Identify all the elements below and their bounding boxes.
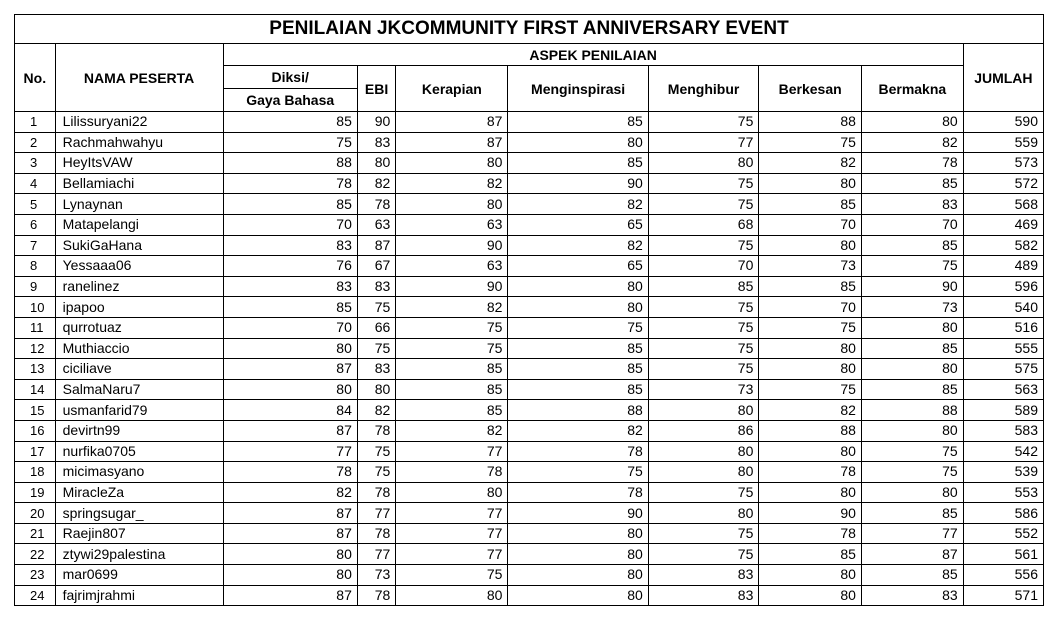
- participant-name: springsugar_: [55, 503, 223, 524]
- participant-name: SukiGaHana: [55, 235, 223, 256]
- score-berkesan: 80: [759, 359, 862, 380]
- table-row: [15, 482, 1044, 503]
- score-jumlah: 559: [963, 132, 1043, 153]
- row-no: 19: [15, 482, 56, 503]
- table-row: [15, 276, 1044, 297]
- score-menghibur: 83: [648, 565, 759, 586]
- score-bermakna: 85: [861, 338, 963, 359]
- score-jumlah: 573: [963, 153, 1043, 174]
- score-jumlah: 539: [963, 462, 1043, 483]
- score-menghibur: 75: [648, 544, 759, 565]
- score-bermakna: 80: [861, 420, 963, 441]
- participant-name: nurfika0705: [55, 441, 223, 462]
- participant-name: ipapoo: [55, 297, 223, 318]
- score-menghibur: 75: [648, 338, 759, 359]
- score-jumlah: 568: [963, 194, 1043, 215]
- score-bermakna: 75: [861, 462, 963, 483]
- header-menghibur: Menghibur: [648, 66, 759, 112]
- table-row: [15, 338, 1044, 359]
- score-diksi: 80: [223, 565, 357, 586]
- score-diksi: 83: [223, 235, 357, 256]
- participant-name: MiracleZa: [55, 482, 223, 503]
- table-row: [15, 523, 1044, 544]
- score-kerapian: 80: [396, 482, 508, 503]
- score-bermakna: 83: [861, 194, 963, 215]
- row-no: 7: [15, 235, 56, 256]
- score-jumlah: 561: [963, 544, 1043, 565]
- score-kerapian: 77: [396, 523, 508, 544]
- score-table: [14, 14, 1044, 606]
- score-kerapian: 87: [396, 132, 508, 153]
- score-ebi: 63: [357, 214, 395, 235]
- score-menghibur: 80: [648, 441, 759, 462]
- score-bermakna: 85: [861, 173, 963, 194]
- participant-name: usmanfarid79: [55, 400, 223, 421]
- score-ebi: 78: [357, 420, 395, 441]
- table-row: [15, 462, 1044, 483]
- score-bermakna: 80: [861, 359, 963, 380]
- score-bermakna: 80: [861, 112, 963, 133]
- header-jumlah: JUMLAH: [963, 44, 1043, 112]
- score-menghibur: 75: [648, 194, 759, 215]
- score-jumlah: 552: [963, 523, 1043, 544]
- row-no: 16: [15, 420, 56, 441]
- participant-name: fajrimjrahmi: [55, 585, 223, 606]
- score-jumlah: 572: [963, 173, 1043, 194]
- score-jumlah: 556: [963, 565, 1043, 586]
- score-menginspirasi: 88: [508, 400, 648, 421]
- score-kerapian: 77: [396, 544, 508, 565]
- score-ebi: 75: [357, 441, 395, 462]
- score-berkesan: 70: [759, 214, 862, 235]
- score-bermakna: 85: [861, 235, 963, 256]
- score-bermakna: 70: [861, 214, 963, 235]
- score-jumlah: 596: [963, 276, 1043, 297]
- score-menghibur: 75: [648, 523, 759, 544]
- score-bermakna: 85: [861, 565, 963, 586]
- score-diksi: 75: [223, 132, 357, 153]
- participant-name: Raejin807: [55, 523, 223, 544]
- score-ebi: 83: [357, 359, 395, 380]
- score-jumlah: 555: [963, 338, 1043, 359]
- score-menghibur: 75: [648, 235, 759, 256]
- score-diksi: 88: [223, 153, 357, 174]
- score-kerapian: 80: [396, 153, 508, 174]
- score-menginspirasi: 80: [508, 523, 648, 544]
- score-menginspirasi: 80: [508, 132, 648, 153]
- score-diksi: 83: [223, 276, 357, 297]
- score-bermakna: 77: [861, 523, 963, 544]
- table-title: PENILAIAN JKCOMMUNITY FIRST ANNIVERSARY EVENT: [15, 15, 1044, 44]
- score-kerapian: 80: [396, 585, 508, 606]
- score-diksi: 82: [223, 482, 357, 503]
- table-row: [15, 132, 1044, 153]
- score-menginspirasi: 65: [508, 256, 648, 277]
- score-bermakna: 90: [861, 276, 963, 297]
- participant-name: ranelinez: [55, 276, 223, 297]
- score-bermakna: 88: [861, 400, 963, 421]
- participant-name: ciciliave: [55, 359, 223, 380]
- score-kerapian: 63: [396, 256, 508, 277]
- table-row: [15, 585, 1044, 606]
- score-diksi: 85: [223, 112, 357, 133]
- table-row: [15, 317, 1044, 338]
- score-diksi: 87: [223, 585, 357, 606]
- table-row: [15, 359, 1044, 380]
- score-berkesan: 75: [759, 132, 862, 153]
- score-ebi: 75: [357, 338, 395, 359]
- score-menghibur: 75: [648, 482, 759, 503]
- participant-name: Muthiaccio: [55, 338, 223, 359]
- score-kerapian: 80: [396, 194, 508, 215]
- score-ebi: 73: [357, 565, 395, 586]
- score-menginspirasi: 82: [508, 194, 648, 215]
- header-no: No.: [15, 44, 56, 112]
- score-ebi: 77: [357, 544, 395, 565]
- header-ebi: EBI: [357, 66, 395, 112]
- score-menghibur: 68: [648, 214, 759, 235]
- score-ebi: 75: [357, 462, 395, 483]
- table-row: [15, 544, 1044, 565]
- score-kerapian: 85: [396, 400, 508, 421]
- score-berkesan: 85: [759, 276, 862, 297]
- score-menginspirasi: 82: [508, 420, 648, 441]
- score-menghibur: 86: [648, 420, 759, 441]
- score-jumlah: 589: [963, 400, 1043, 421]
- score-ebi: 87: [357, 235, 395, 256]
- score-kerapian: 75: [396, 565, 508, 586]
- table-row: [15, 112, 1044, 133]
- score-ebi: 83: [357, 276, 395, 297]
- score-menghibur: 73: [648, 379, 759, 400]
- score-ebi: 77: [357, 503, 395, 524]
- score-menghibur: 83: [648, 585, 759, 606]
- score-jumlah: 571: [963, 585, 1043, 606]
- score-berkesan: 75: [759, 317, 862, 338]
- table-row: [15, 173, 1044, 194]
- score-berkesan: 82: [759, 153, 862, 174]
- score-jumlah: 489: [963, 256, 1043, 277]
- score-diksi: 78: [223, 462, 357, 483]
- score-bermakna: 87: [861, 544, 963, 565]
- score-menginspirasi: 82: [508, 235, 648, 256]
- score-ebi: 82: [357, 173, 395, 194]
- score-ebi: 90: [357, 112, 395, 133]
- score-berkesan: 80: [759, 565, 862, 586]
- score-jumlah: 590: [963, 112, 1043, 133]
- score-bermakna: 73: [861, 297, 963, 318]
- score-menginspirasi: 85: [508, 153, 648, 174]
- score-kerapian: 78: [396, 462, 508, 483]
- score-ebi: 78: [357, 585, 395, 606]
- row-no: 12: [15, 338, 56, 359]
- score-menginspirasi: 80: [508, 565, 648, 586]
- participant-name: micimasyano: [55, 462, 223, 483]
- score-diksi: 70: [223, 317, 357, 338]
- score-bermakna: 85: [861, 379, 963, 400]
- score-kerapian: 90: [396, 235, 508, 256]
- score-jumlah: 582: [963, 235, 1043, 256]
- score-bermakna: 80: [861, 317, 963, 338]
- score-berkesan: 80: [759, 173, 862, 194]
- row-no: 5: [15, 194, 56, 215]
- score-menghibur: 85: [648, 276, 759, 297]
- score-diksi: 87: [223, 503, 357, 524]
- score-diksi: 85: [223, 297, 357, 318]
- score-berkesan: 88: [759, 112, 862, 133]
- score-kerapian: 82: [396, 420, 508, 441]
- score-kerapian: 77: [396, 441, 508, 462]
- score-menghibur: 80: [648, 153, 759, 174]
- score-diksi: 80: [223, 379, 357, 400]
- score-jumlah: 586: [963, 503, 1043, 524]
- table-row: [15, 400, 1044, 421]
- row-no: 4: [15, 173, 56, 194]
- score-menghibur: 80: [648, 503, 759, 524]
- score-kerapian: 90: [396, 276, 508, 297]
- row-no: 24: [15, 585, 56, 606]
- score-berkesan: 80: [759, 482, 862, 503]
- table-row: [15, 441, 1044, 462]
- table-row: [15, 379, 1044, 400]
- header-menginspirasi: Menginspirasi: [508, 66, 648, 112]
- score-kerapian: 85: [396, 359, 508, 380]
- score-diksi: 80: [223, 338, 357, 359]
- score-menghibur: 75: [648, 317, 759, 338]
- score-menginspirasi: 85: [508, 379, 648, 400]
- row-no: 2: [15, 132, 56, 153]
- score-berkesan: 88: [759, 420, 862, 441]
- row-no: 23: [15, 565, 56, 586]
- score-menginspirasi: 78: [508, 482, 648, 503]
- score-diksi: 76: [223, 256, 357, 277]
- score-berkesan: 78: [759, 523, 862, 544]
- row-no: 18: [15, 462, 56, 483]
- score-bermakna: 80: [861, 482, 963, 503]
- participant-name: Lynaynan: [55, 194, 223, 215]
- row-no: 9: [15, 276, 56, 297]
- row-no: 6: [15, 214, 56, 235]
- table-row: [15, 214, 1044, 235]
- participant-name: Rachmahwahyu: [55, 132, 223, 153]
- header-bermakna: Bermakna: [861, 66, 963, 112]
- score-berkesan: 90: [759, 503, 862, 524]
- score-menghibur: 70: [648, 256, 759, 277]
- score-bermakna: 75: [861, 256, 963, 277]
- row-no: 20: [15, 503, 56, 524]
- row-no: 17: [15, 441, 56, 462]
- score-menginspirasi: 85: [508, 338, 648, 359]
- participant-name: ztywi29palestina: [55, 544, 223, 565]
- participant-name: HeyItsVAW: [55, 153, 223, 174]
- score-diksi: 87: [223, 359, 357, 380]
- score-berkesan: 80: [759, 441, 862, 462]
- score-jumlah: 542: [963, 441, 1043, 462]
- table-body: [15, 112, 1044, 606]
- score-kerapian: 63: [396, 214, 508, 235]
- score-kerapian: 85: [396, 379, 508, 400]
- score-menginspirasi: 75: [508, 317, 648, 338]
- score-menginspirasi: 85: [508, 359, 648, 380]
- score-menginspirasi: 90: [508, 173, 648, 194]
- table-row: [15, 194, 1044, 215]
- participant-name: qurrotuaz: [55, 317, 223, 338]
- score-ebi: 80: [357, 153, 395, 174]
- score-diksi: 78: [223, 173, 357, 194]
- score-bermakna: 83: [861, 585, 963, 606]
- score-berkesan: 78: [759, 462, 862, 483]
- score-menginspirasi: 78: [508, 441, 648, 462]
- score-menginspirasi: 65: [508, 214, 648, 235]
- score-kerapian: 82: [396, 173, 508, 194]
- score-menginspirasi: 80: [508, 276, 648, 297]
- score-jumlah: 553: [963, 482, 1043, 503]
- score-diksi: 87: [223, 420, 357, 441]
- score-jumlah: 583: [963, 420, 1043, 441]
- score-diksi: 84: [223, 400, 357, 421]
- score-diksi: 85: [223, 194, 357, 215]
- table-row: [15, 235, 1044, 256]
- score-bermakna: 82: [861, 132, 963, 153]
- score-kerapian: 77: [396, 503, 508, 524]
- score-bermakna: 85: [861, 503, 963, 524]
- row-no: 8: [15, 256, 56, 277]
- score-menghibur: 75: [648, 359, 759, 380]
- score-menghibur: 75: [648, 173, 759, 194]
- score-kerapian: 75: [396, 317, 508, 338]
- row-no: 21: [15, 523, 56, 544]
- row-no: 22: [15, 544, 56, 565]
- score-menginspirasi: 85: [508, 112, 648, 133]
- table-row: [15, 565, 1044, 586]
- row-no: 14: [15, 379, 56, 400]
- score-berkesan: 80: [759, 235, 862, 256]
- score-menginspirasi: 80: [508, 544, 648, 565]
- header-diksi-bottom: Gaya Bahasa: [223, 89, 357, 112]
- score-menginspirasi: 90: [508, 503, 648, 524]
- score-diksi: 77: [223, 441, 357, 462]
- row-no: 3: [15, 153, 56, 174]
- score-berkesan: 70: [759, 297, 862, 318]
- participant-name: mar0699: [55, 565, 223, 586]
- score-jumlah: 516: [963, 317, 1043, 338]
- score-kerapian: 75: [396, 338, 508, 359]
- table-row: [15, 297, 1044, 318]
- score-ebi: 67: [357, 256, 395, 277]
- score-bermakna: 78: [861, 153, 963, 174]
- score-kerapian: 87: [396, 112, 508, 133]
- participant-name: Bellamiachi: [55, 173, 223, 194]
- table-row: [15, 256, 1044, 277]
- participant-name: Lilissuryani22: [55, 112, 223, 133]
- score-menginspirasi: 80: [508, 585, 648, 606]
- table-row: [15, 420, 1044, 441]
- header-berkesan: Berkesan: [759, 66, 862, 112]
- score-jumlah: 563: [963, 379, 1043, 400]
- participant-name: devirtn99: [55, 420, 223, 441]
- score-berkesan: 80: [759, 338, 862, 359]
- row-no: 11: [15, 317, 56, 338]
- score-menginspirasi: 80: [508, 297, 648, 318]
- score-menginspirasi: 75: [508, 462, 648, 483]
- participant-name: Matapelangi: [55, 214, 223, 235]
- score-ebi: 80: [357, 379, 395, 400]
- header-kerapian: Kerapian: [396, 66, 508, 112]
- row-no: 1: [15, 112, 56, 133]
- row-no: 15: [15, 400, 56, 421]
- participant-name: SalmaNaru7: [55, 379, 223, 400]
- score-ebi: 75: [357, 297, 395, 318]
- score-berkesan: 82: [759, 400, 862, 421]
- score-jumlah: 575: [963, 359, 1043, 380]
- score-diksi: 70: [223, 214, 357, 235]
- score-ebi: 78: [357, 482, 395, 503]
- score-menghibur: 75: [648, 112, 759, 133]
- score-ebi: 82: [357, 400, 395, 421]
- score-ebi: 78: [357, 523, 395, 544]
- score-berkesan: 85: [759, 544, 862, 565]
- header-diksi-top: Diksi/: [223, 66, 357, 89]
- score-ebi: 78: [357, 194, 395, 215]
- score-bermakna: 75: [861, 441, 963, 462]
- score-ebi: 66: [357, 317, 395, 338]
- score-berkesan: 75: [759, 379, 862, 400]
- score-berkesan: 73: [759, 256, 862, 277]
- score-berkesan: 85: [759, 194, 862, 215]
- participant-name: Yessaaa06: [55, 256, 223, 277]
- score-jumlah: 469: [963, 214, 1043, 235]
- score-diksi: 87: [223, 523, 357, 544]
- row-no: 13: [15, 359, 56, 380]
- header-aspect-group: ASPEK PENILAIAN: [223, 44, 963, 66]
- score-ebi: 83: [357, 132, 395, 153]
- table-row: [15, 503, 1044, 524]
- score-menghibur: 80: [648, 400, 759, 421]
- row-no: 10: [15, 297, 56, 318]
- score-berkesan: 80: [759, 585, 862, 606]
- score-menghibur: 75: [648, 297, 759, 318]
- table-row: [15, 153, 1044, 174]
- score-menghibur: 77: [648, 132, 759, 153]
- score-jumlah: 540: [963, 297, 1043, 318]
- score-menghibur: 80: [648, 462, 759, 483]
- header-name: NAMA PESERTA: [55, 44, 223, 112]
- score-kerapian: 82: [396, 297, 508, 318]
- score-diksi: 80: [223, 544, 357, 565]
